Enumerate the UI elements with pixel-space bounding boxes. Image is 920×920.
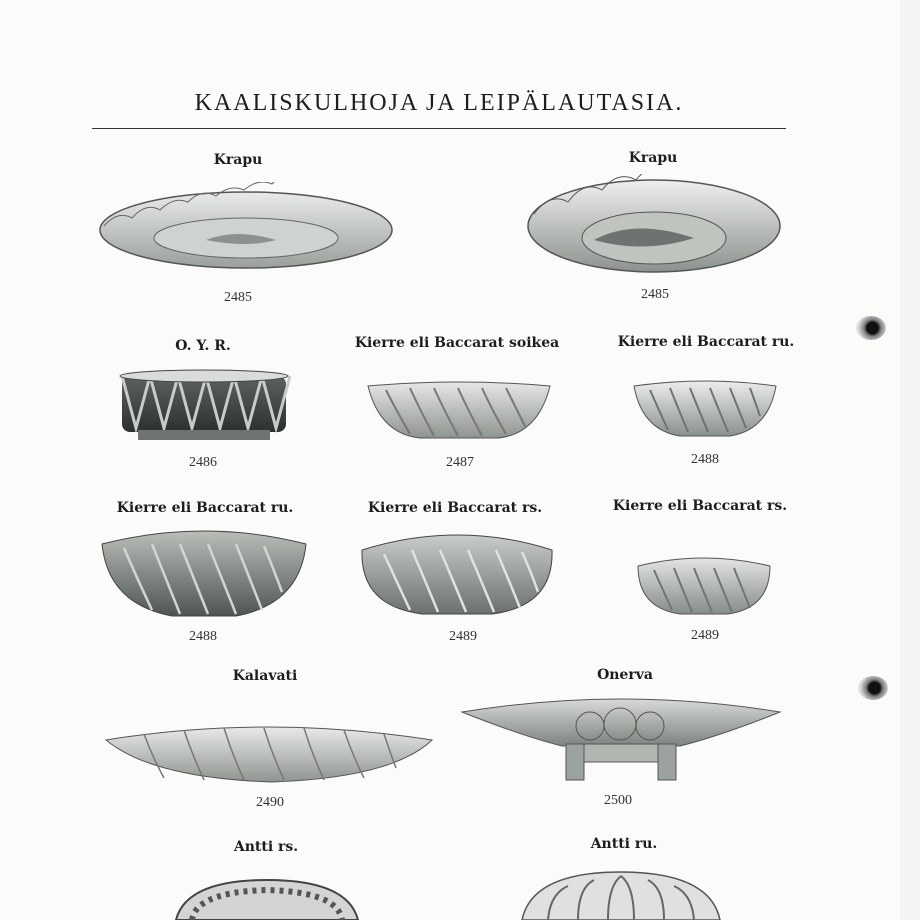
item-number-0: 2485	[224, 290, 252, 305]
dish-image-0	[96, 182, 396, 282]
item-name-6: Kierre eli Baccarat rs.	[367, 500, 543, 516]
dish-image-6	[358, 532, 556, 618]
dish-image-5	[100, 530, 308, 620]
dish-image-7	[636, 556, 772, 618]
item-number-2: 2486	[189, 455, 217, 470]
item-name-11: Antti ru.	[590, 836, 658, 852]
title-rule	[92, 128, 786, 129]
item-name-7: Kierre eli Baccarat rs.	[612, 498, 788, 514]
item-name-0: Krapu	[213, 152, 263, 168]
item-name-4: Kierre eli Baccarat ru.	[617, 334, 795, 350]
item-name-5: Kierre eli Baccarat ru.	[116, 500, 294, 516]
item-number-5: 2488	[189, 629, 217, 644]
item-number-9: 2500	[604, 793, 632, 808]
item-name-8: Kalavati	[232, 668, 298, 684]
dish-image-2	[116, 368, 292, 446]
item-name-9: Onerva	[597, 667, 653, 683]
item-name-2: O. Y. R.	[175, 338, 231, 354]
item-number-7: 2489	[691, 628, 719, 643]
item-number-8: 2490	[256, 795, 284, 810]
item-name-1: Krapu	[628, 150, 678, 166]
item-name-3: Kierre eli Baccarat soikea	[354, 335, 560, 351]
item-number-4: 2488	[691, 452, 719, 467]
dish-image-4	[632, 378, 778, 440]
dish-image-11	[518, 868, 724, 920]
dish-image-3	[366, 380, 552, 442]
item-number-1: 2485	[641, 287, 669, 302]
page-title: KAALISKULHOJA JA LEIPÄLAUTASIA.	[194, 90, 684, 116]
dish-image-8	[104, 720, 434, 786]
binder-hole-top	[856, 316, 886, 340]
item-number-3: 2487	[446, 455, 474, 470]
item-name-10: Antti rs.	[233, 839, 299, 855]
item-number-6: 2489	[449, 629, 477, 644]
dish-image-9	[460, 694, 782, 786]
dish-image-1	[524, 174, 784, 278]
dish-image-10	[172, 878, 362, 920]
binder-hole-bottom	[858, 676, 888, 700]
